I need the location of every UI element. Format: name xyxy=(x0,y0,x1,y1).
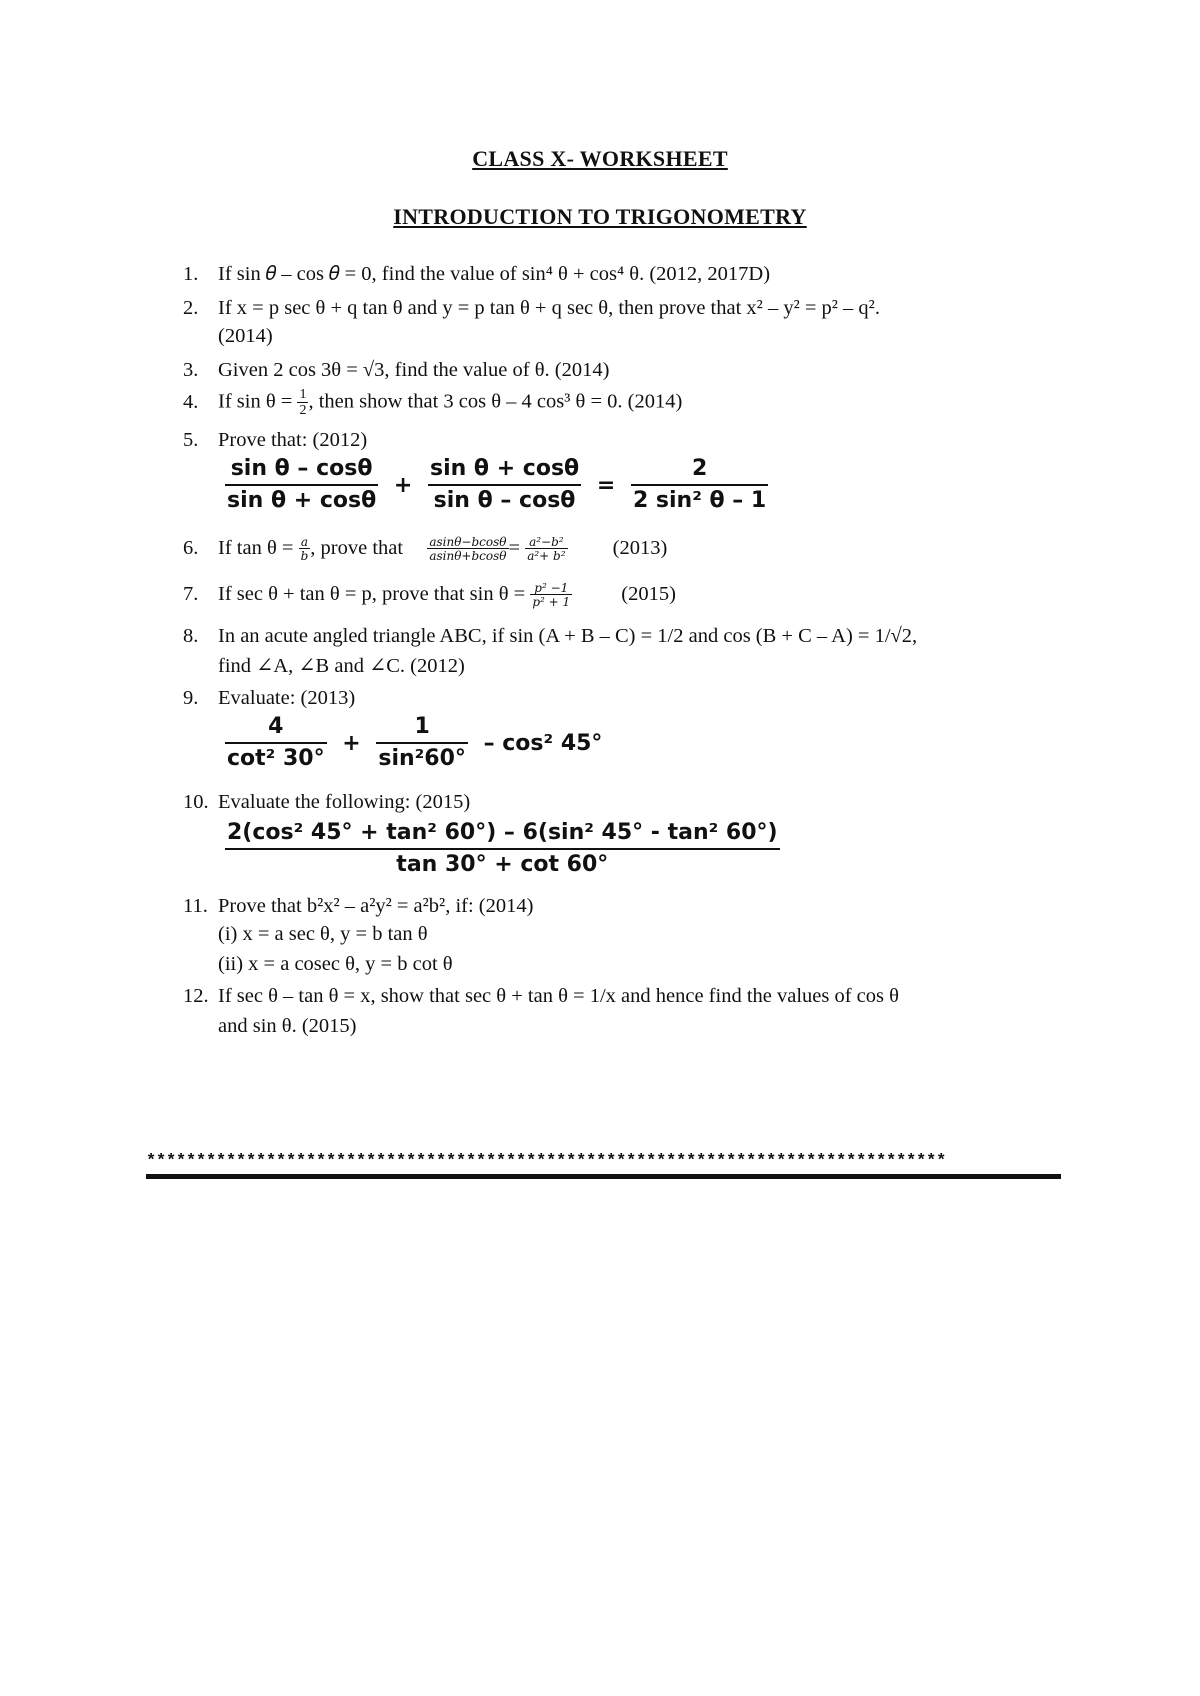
equals-operator: = xyxy=(508,537,521,559)
question-2-continuation: (2014) xyxy=(218,325,273,347)
fraction-denominator: sin²60° xyxy=(376,742,468,770)
question-9 xyxy=(183,686,355,710)
question-number: 12. xyxy=(183,985,209,1007)
fraction xyxy=(525,536,567,562)
plus-operator: + xyxy=(393,472,413,498)
question-12-continuation: and sin θ. (2015) xyxy=(218,1015,357,1037)
fraction-denominator: p² + 1 xyxy=(532,595,571,610)
question-text-pre: If tan θ = xyxy=(218,537,294,559)
fraction xyxy=(297,388,308,418)
question-11-part-ii: (ii) x = a cosec θ, y = b cot θ xyxy=(218,953,453,975)
fraction-denominator: sin θ + cosθ xyxy=(225,484,378,512)
question-8-continuation: find ∠A, ∠B and ∠C. (2012) xyxy=(218,655,465,677)
fraction-numerator: p² −1 xyxy=(534,581,569,596)
question-number: 7. xyxy=(183,583,199,605)
question-6 xyxy=(183,536,667,562)
question-3 xyxy=(183,358,609,382)
fraction-numerator: 2(cos² 45° + tan² 60°) – 6(sin² 45° - tan² 60°) xyxy=(227,820,778,845)
question-number: 3. xyxy=(183,359,199,381)
question-number: 4. xyxy=(183,390,199,413)
question-text: Evaluate: (2013) xyxy=(218,687,356,709)
fraction xyxy=(427,536,508,562)
fraction-numerator: 1 xyxy=(414,714,430,739)
question-year: (2013) xyxy=(612,537,668,559)
question-8 xyxy=(183,624,917,648)
fraction xyxy=(225,716,327,770)
question-text: Evaluate the following: (2015) xyxy=(218,791,471,813)
question-5-equation xyxy=(225,458,768,512)
question-text: If sec θ – tan θ = x, show that sec θ + tan θ = 1/x and hence find the values of cos θ xyxy=(218,985,899,1007)
fraction-denominator: sin θ – cosθ xyxy=(428,484,581,512)
question-5 xyxy=(183,428,367,452)
star-divider: ******************************************************************************** xyxy=(146,1152,947,1171)
question-text: Prove that b²x² – a²y² = a²b², if: (2014) xyxy=(218,895,534,917)
question-7 xyxy=(183,582,676,608)
question-number: 11. xyxy=(183,895,208,917)
fraction-numerator: sin θ + cosθ xyxy=(429,456,580,481)
question-text: In an acute angled triangle ABC, if sin (A + B – C) = 1/2 and cos (B + C – A) = 1/√2, xyxy=(218,625,918,647)
question-text: Prove that: (2012) xyxy=(218,429,368,451)
question-text-mid: , prove that xyxy=(310,537,404,559)
question-number: 2. xyxy=(183,297,199,319)
fraction-numerator: 1 xyxy=(299,387,307,402)
fraction-numerator: a xyxy=(300,535,309,550)
fraction-numerator: 2 xyxy=(691,456,708,481)
fraction xyxy=(631,458,768,512)
question-text-pre: If sec θ + tan θ = p, prove that sin θ = xyxy=(218,583,526,605)
question-number: 1. xyxy=(183,263,199,285)
fraction-denominator: tan 30° + cot 60° xyxy=(225,848,780,876)
fraction-numerator: asinθ−bcosθ xyxy=(429,535,507,550)
question-11 xyxy=(183,894,533,918)
fraction xyxy=(225,822,780,876)
question-text: Given 2 cos 3θ = √3, find the value of θ. (2014) xyxy=(218,359,610,381)
equals-operator: = xyxy=(596,472,616,498)
fraction xyxy=(428,458,581,512)
expression-tail: – cos² 45° xyxy=(483,730,603,756)
page-title: CLASS X- WORKSHEET xyxy=(472,146,728,171)
question-number: 10. xyxy=(183,791,209,813)
question-11-part-i: (i) x = a sec θ, y = b tan θ xyxy=(218,923,428,945)
fraction-denominator: 2 sin² θ – 1 xyxy=(631,484,768,512)
question-number: 5. xyxy=(183,429,199,451)
fraction-denominator: asinθ+bcosθ xyxy=(429,549,507,564)
question-text-post: , then show that 3 cos θ – 4 cos³ θ = 0. (2014) xyxy=(308,390,683,413)
fraction-denominator: 2 xyxy=(299,403,307,418)
question-10 xyxy=(183,790,470,814)
question-10-expression xyxy=(225,822,780,876)
question-2 xyxy=(183,296,880,320)
horizontal-rule xyxy=(146,1174,1061,1179)
fraction-numerator: a²−b² xyxy=(529,535,564,550)
question-4 xyxy=(183,388,682,418)
question-number: 6. xyxy=(183,537,199,559)
question-number: 8. xyxy=(183,625,199,647)
fraction xyxy=(299,536,311,562)
fraction-denominator: a²+ b² xyxy=(527,549,566,564)
question-year: (2015) xyxy=(621,583,676,605)
fraction-denominator: cot² 30° xyxy=(225,742,327,770)
question-number: 9. xyxy=(183,687,199,709)
question-1 xyxy=(183,262,770,286)
question-text: If sin 𝜃 – cos 𝜃 = 0, find the value of sin⁴ θ + cos⁴ θ. (2012, 2017D) xyxy=(218,263,771,285)
question-9-expression xyxy=(225,716,610,770)
question-12 xyxy=(183,984,899,1008)
plus-operator: + xyxy=(342,730,361,756)
fraction xyxy=(376,716,468,770)
fraction xyxy=(225,458,378,512)
fraction-numerator: 4 xyxy=(268,714,284,739)
question-text-pre: If sin θ = xyxy=(218,390,293,413)
page-subtitle: INTRODUCTION TO TRIGONOMETRY xyxy=(393,204,807,229)
question-text: If x = p sec θ + q tan θ and y = p tan θ + q sec θ, then prove that x² – y² = p² – q². xyxy=(218,297,880,319)
fraction-denominator: b xyxy=(300,549,309,564)
fraction xyxy=(530,582,572,608)
fraction-numerator: sin θ – cosθ xyxy=(230,456,373,481)
